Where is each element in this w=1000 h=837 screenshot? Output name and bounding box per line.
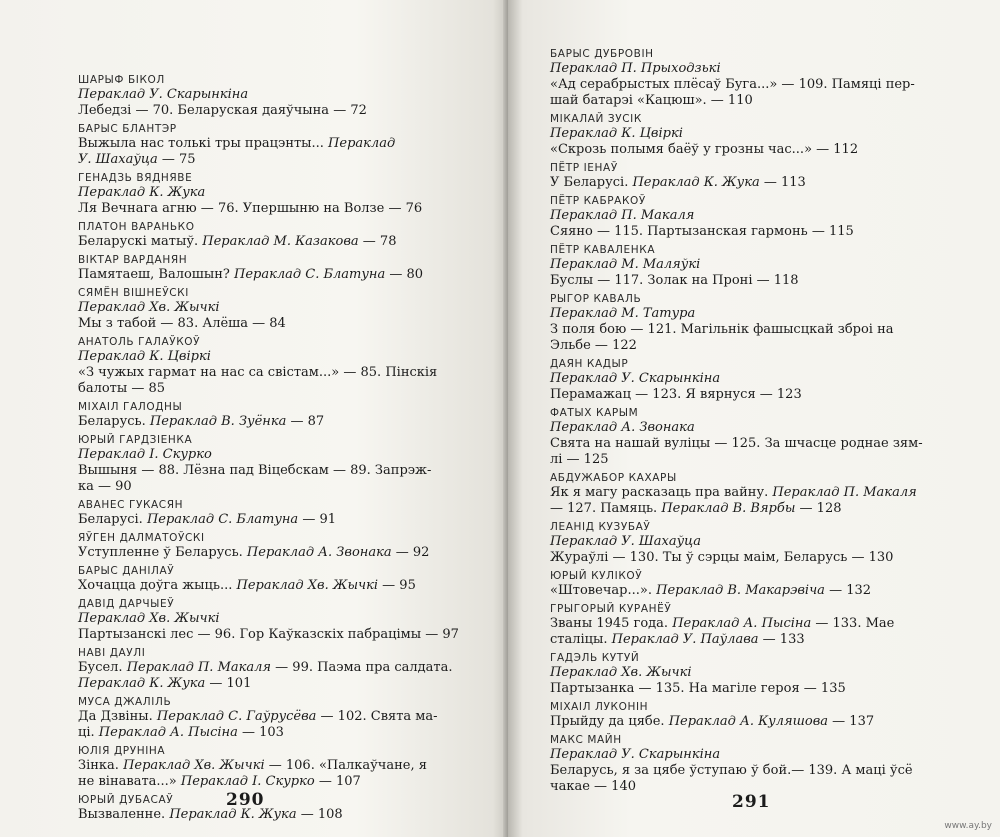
toc-line: Пераклад К. Цвіркі bbox=[78, 349, 211, 364]
toc-entry bbox=[78, 794, 494, 823]
toc-line: Памятаеш, Валошын? Пераклад С. Блатуна — 80 bbox=[78, 267, 424, 282]
toc-line: Беларускі матыў. Пераклад М. Казакова — 78 bbox=[78, 234, 397, 249]
toc-entry bbox=[78, 532, 494, 561]
toc-line: Вызваленне. Пераклад К. Жука — 108 bbox=[78, 807, 343, 822]
toc-line: Як я магу расказаць пра вайну. Пераклад П. Макаля bbox=[550, 485, 917, 500]
toc-author: ПЛАТОН ВАРАНЬКО bbox=[78, 221, 195, 233]
toc-line: шай батарэі «Кацюш». — 110 bbox=[550, 93, 753, 108]
toc-entry bbox=[78, 598, 494, 643]
toc-author: ЛЕАНІД КУЗУБАЎ bbox=[550, 521, 651, 533]
toc-author: ПЁТР КАБРАКОЎ bbox=[550, 195, 646, 207]
toc-line: Пераклад У. Скарынкіна bbox=[78, 87, 249, 102]
toc-line: Хочацца доўга жыць... Пераклад Хв. Жычкі — 95 bbox=[78, 578, 416, 593]
toc-line: Жураўлі — 130. Ты ў сэрцы маім, Беларусь — 130 bbox=[550, 550, 894, 565]
toc-line: Пераклад П. Макаля bbox=[550, 208, 695, 223]
toc-author: МАКС МАЙН bbox=[550, 734, 622, 746]
toc-entry bbox=[78, 434, 494, 495]
toc-line: Пераклад І. Скурко bbox=[78, 447, 212, 462]
toc-line: Беларусь. Пераклад В. Зуёнка — 87 bbox=[78, 414, 325, 429]
toc-line: не вінавата...» Пераклад І. Скурко — 107 bbox=[78, 774, 361, 789]
toc-author: ЮРЫЙ ДУБАСАЎ bbox=[78, 794, 174, 806]
toc-author: ВІКТАР ВАРДАНЯН bbox=[78, 254, 188, 266]
toc-entry bbox=[78, 336, 494, 397]
toc-author: СЯМЁН ВІШНЕЎСКІ bbox=[78, 287, 189, 299]
toc-line: Пераклад У. Скарынкіна bbox=[550, 747, 721, 762]
toc-line: сталіцы. Пераклад У. Паўлава — 133 bbox=[550, 632, 805, 647]
toc-entry bbox=[550, 652, 992, 697]
toc-line: Вышыня — 88. Лёзна пад Віцебскам — 89. Запрэж- bbox=[78, 463, 432, 478]
page-number-left: 290 bbox=[226, 790, 265, 810]
toc-line: Уступленне ў Беларусь. Пераклад А. Звонака — 92 bbox=[78, 545, 430, 560]
watermark: www.ay.by bbox=[944, 821, 992, 831]
toc-line: Пераклад М. Маляўкі bbox=[550, 257, 701, 272]
toc-author: АБДУЖАБОР КАХАРЫ bbox=[550, 472, 677, 484]
toc-line: Перамажац — 123. Я вярнуся — 123 bbox=[550, 387, 802, 402]
toc-entry bbox=[550, 358, 992, 403]
toc-entry bbox=[78, 172, 494, 217]
toc-line: Беларусі. Пераклад С. Блатуна — 91 bbox=[78, 512, 336, 527]
toc-line: балоты — 85 bbox=[78, 381, 166, 396]
toc-entry bbox=[78, 696, 494, 741]
toc-line: Пераклад К. Жука — 101 bbox=[78, 676, 252, 691]
toc-entry bbox=[78, 565, 494, 594]
toc-author: ГЕНАДЗЬ ВЯДНЯВЕ bbox=[78, 172, 193, 184]
toc-author: АНАТОЛЬ ГАЛАЎКОЎ bbox=[78, 336, 201, 348]
toc-line: Партызанка — 135. На магіле героя — 135 bbox=[550, 681, 846, 696]
toc-line: Пераклад К. Цвіркі bbox=[550, 126, 683, 141]
toc-line: «Штовечар...». Пераклад В. Макарэвіча — 132 bbox=[550, 583, 872, 598]
toc-line: «З чужых гармат на нас са свістам...» — 85. Пінскія bbox=[78, 365, 438, 380]
toc-line: Мы з табой — 83. Алёша — 84 bbox=[78, 316, 286, 331]
page-number-right: 291 bbox=[732, 792, 771, 812]
toc-entry bbox=[78, 254, 494, 283]
toc-line: лі — 125 bbox=[550, 452, 609, 467]
toc-author: ДАВІД ДАРЧЫЕЎ bbox=[78, 598, 175, 610]
toc-line: «Ад серабрыстых плёсаў Буга...» — 109. Памяці пер- bbox=[550, 77, 915, 92]
toc-line: Пераклад У. Шахаўца bbox=[550, 534, 701, 549]
toc-author: БАРЫС ДАНІЛАЎ bbox=[78, 565, 175, 577]
toc-line: У Беларусі. Пераклад К. Жука — 113 bbox=[550, 175, 806, 190]
toc-line: Пераклад А. Звонака bbox=[550, 420, 695, 435]
toc-entry bbox=[550, 113, 992, 158]
toc-line: Буслы — 117. Золак на Проні — 118 bbox=[550, 273, 799, 288]
toc-line: Ля Вечнага агню — 76. Упершыню на Волзе — 76 bbox=[78, 201, 423, 216]
toc-line: Свята на нашай вуліцы — 125. За шчасце роднае зям- bbox=[550, 436, 923, 451]
toc-line: Лебедзі — 70. Беларуская даяўчына — 72 bbox=[78, 103, 367, 118]
toc-line: У. Шахаўца — 75 bbox=[78, 152, 196, 167]
toc-entry bbox=[550, 244, 992, 289]
toc-line: чакае — 140 bbox=[550, 779, 636, 794]
toc-entry bbox=[78, 647, 494, 692]
toc-author: ЮРЫЙ ГАРДЗІЕНКА bbox=[78, 434, 193, 446]
toc-entry bbox=[550, 570, 992, 599]
toc-author: ДАЯН КАДЫР bbox=[550, 358, 629, 370]
toc-line: З поля бою — 121. Магільнік фашысцкай зброі на bbox=[550, 322, 894, 337]
toc-entry bbox=[550, 603, 992, 648]
toc-line: Беларусь, я за цябе ўступаю ў бой.— 139. А маці ўсё bbox=[550, 763, 913, 778]
toc-line: Партызанскі лес — 96. Гор Каўказскіх пабрацімы — 97 bbox=[78, 627, 459, 642]
toc-line: Пераклад М. Татура bbox=[550, 306, 696, 321]
toc-line: Пераклад П. Прыходзькі bbox=[550, 61, 721, 76]
toc-line: «Скрозь полымя баёў у грозны час...» — 112 bbox=[550, 142, 859, 157]
toc-author: ШАРЫФ БІКОЛ bbox=[78, 74, 165, 86]
toc-author: МІКАЛАЙ ЗУСІК bbox=[550, 113, 642, 125]
toc-entry bbox=[78, 401, 494, 430]
toc-author: ПЁТР ІЕНАЎ bbox=[550, 162, 618, 174]
toc-entry bbox=[550, 48, 992, 109]
toc-entry bbox=[550, 407, 992, 468]
toc-line: Пераклад К. Жука bbox=[78, 185, 206, 200]
toc-entry bbox=[550, 521, 992, 566]
toc-entry bbox=[550, 734, 992, 795]
toc-author: НАВІ ДАУЛІ bbox=[78, 647, 146, 659]
toc-line: Званы 1945 года. Пераклад А. Пысіна — 133. Мае bbox=[550, 616, 895, 631]
right-toc-list bbox=[550, 48, 992, 795]
toc-line: Да Дзвіны. Пераклад С. Гаўрусёва — 102. Свята ма- bbox=[78, 709, 438, 724]
toc-entry bbox=[550, 195, 992, 240]
toc-author: РЫГОР КАВАЛЬ bbox=[550, 293, 642, 305]
toc-author: ПЁТР КАВАЛЕНКА bbox=[550, 244, 656, 256]
toc-author: МУСА ДЖАЛІЛЬ bbox=[78, 696, 172, 708]
toc-author: БАРЫС БЛАНТЭР bbox=[78, 123, 177, 135]
toc-entry bbox=[78, 745, 494, 790]
toc-line: Прыйду да цябе. Пераклад А. Куляшова — 137 bbox=[550, 714, 875, 729]
toc-line: Пераклад У. Скарынкіна bbox=[550, 371, 721, 386]
toc-entry bbox=[78, 221, 494, 250]
toc-entry bbox=[550, 701, 992, 730]
toc-author: МІХАІЛ ГАЛОДНЫ bbox=[78, 401, 183, 413]
toc-entry bbox=[78, 74, 494, 119]
toc-entry bbox=[78, 123, 494, 168]
toc-author: ГАДЭЛЬ КУТУЙ bbox=[550, 652, 640, 664]
right-page bbox=[508, 0, 1000, 837]
toc-author: ФАТЫХ КАРЫМ bbox=[550, 407, 639, 419]
toc-entry bbox=[550, 293, 992, 354]
toc-line: Пераклад Хв. Жычкі bbox=[550, 665, 692, 680]
toc-author: БАРЫС ДУБРОВІН bbox=[550, 48, 654, 60]
toc-entry bbox=[550, 472, 992, 517]
toc-author: МІХАІЛ ЛУКОНІН bbox=[550, 701, 649, 713]
toc-line: — 127. Памяць. Пераклад В. Вярбы — 128 bbox=[550, 501, 842, 516]
toc-line: Пераклад Хв. Жычкі bbox=[78, 300, 220, 315]
toc-author: ЯЎГЕН ДАЛМАТОЎСКІ bbox=[78, 532, 205, 544]
toc-line: Сяяно — 115. Партызанская гармонь — 115 bbox=[550, 224, 854, 239]
toc-author: АВАНЕС ГУКАСЯН bbox=[78, 499, 184, 511]
toc-line: ка — 90 bbox=[78, 479, 132, 494]
toc-line: Пераклад Хв. Жычкі bbox=[78, 611, 220, 626]
toc-line: Зінка. Пераклад Хв. Жычкі — 106. «Палкаўчане, я bbox=[78, 758, 427, 773]
toc-line: ці. Пераклад А. Пысіна — 103 bbox=[78, 725, 284, 740]
toc-line: Эльбе — 122 bbox=[550, 338, 637, 353]
toc-entry bbox=[78, 287, 494, 332]
toc-author: ЮЛІЯ ДРУНІНА bbox=[78, 745, 166, 757]
toc-line: Выжыла нас толькі тры працэнты... Пераклад bbox=[78, 136, 396, 151]
left-toc-list bbox=[78, 74, 494, 823]
toc-author: ГРЫГОРЫЙ КУРАНЁЎ bbox=[550, 603, 672, 615]
toc-entry bbox=[550, 162, 992, 191]
toc-author: ЮРЫЙ КУЛІКОЎ bbox=[550, 570, 643, 582]
toc-line: Бусел. Пераклад П. Макаля — 99. Паэма пра салдата. bbox=[78, 660, 453, 675]
toc-entry bbox=[78, 499, 494, 528]
